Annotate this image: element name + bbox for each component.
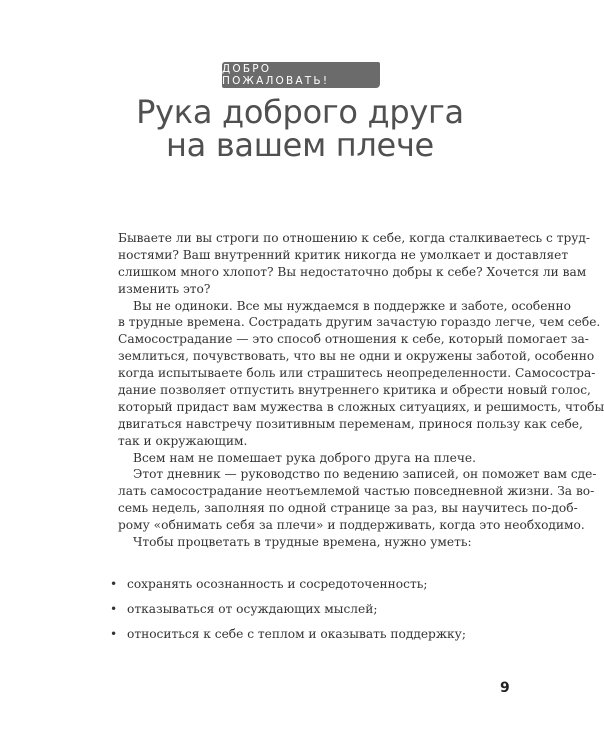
text-line: лать самосострадание неотъемлемой частью повседневной жизни. За во- <box>118 484 595 499</box>
text-line: ностями? Ваш внутренний критик никогда не умолкает и доставляет <box>118 247 569 262</box>
text-line: слишком много хлопот? Вы недостаточно добры к себе? Хочется ли вам <box>118 264 587 279</box>
section-banner: ДОБРО ПОЖАЛОВАТЬ! <box>222 62 380 88</box>
paragraph <box>118 298 604 450</box>
list-item-text: сохранять осознанность и сосредоточенность; <box>127 577 428 591</box>
paragraph <box>118 230 591 298</box>
page-number: 9 <box>500 680 510 696</box>
title-line-2: на вашем плече <box>166 126 434 164</box>
page-title <box>0 93 600 164</box>
text-line: дание позволяет отпустить внутреннего критика и обрести новый голос, <box>118 383 591 398</box>
body-text <box>118 230 604 551</box>
bullet-icon: • <box>110 602 118 616</box>
text-line: Вы не одиноки. Все мы нуждаемся в поддержке и заботе, особенно <box>133 298 571 313</box>
text-line: когда испытываете боль или страшитесь неопределенности. Самосостра- <box>118 366 596 381</box>
text-line: рому «обнимать себя за плечи» и поддерживать, когда это необходимо. <box>118 518 585 533</box>
list-item-text: относиться к себе с теплом и оказывать поддержку; <box>127 627 466 641</box>
paragraph <box>118 534 515 551</box>
list-item <box>110 576 520 601</box>
text-line: землиться, почувствовать, что вы не одни и окружены заботой, особенно <box>118 349 595 364</box>
text-line: семь недель, заполняя по одной странице за раз, вы научитесь по-доб- <box>118 501 578 516</box>
list-item-text: отказываться от осуждающих мыслей; <box>127 602 378 616</box>
text-line: Всем нам не помешает рука доброго друга на плече. <box>133 450 477 465</box>
paragraph <box>118 466 597 534</box>
bullet-list <box>110 576 520 651</box>
text-line: двигаться навстречу позитивным переменам, принося пользу как себе, <box>118 416 583 431</box>
title-line-1: Рука доброго друга <box>136 93 464 131</box>
text-line: изменить это? <box>118 281 211 296</box>
text-line: так и окружающим. <box>118 433 248 448</box>
list-item <box>110 601 520 626</box>
bullet-icon: • <box>110 627 118 641</box>
text-line: Бываете ли вы строги по отношению к себе, когда сталкиваетесь с труд- <box>118 231 591 245</box>
paragraph <box>118 450 515 467</box>
text-line: Чтобы процветать в трудные времена, нужно уметь: <box>133 535 472 550</box>
bullet-icon: • <box>110 577 118 591</box>
text-line: в трудные времена. Сострадать другим зачастую гораздо легче, чем себе. <box>118 315 601 330</box>
text-line: который придаст вам мужества в сложных ситуациях, и решимость, чтобы <box>118 399 604 414</box>
list-item <box>110 626 520 651</box>
text-line: Этот дневник — руководство по ведению записей, он поможет вам сде- <box>133 467 597 482</box>
text-line: Самосострадание — это способ отношения к себе, который помогает за- <box>118 332 589 347</box>
